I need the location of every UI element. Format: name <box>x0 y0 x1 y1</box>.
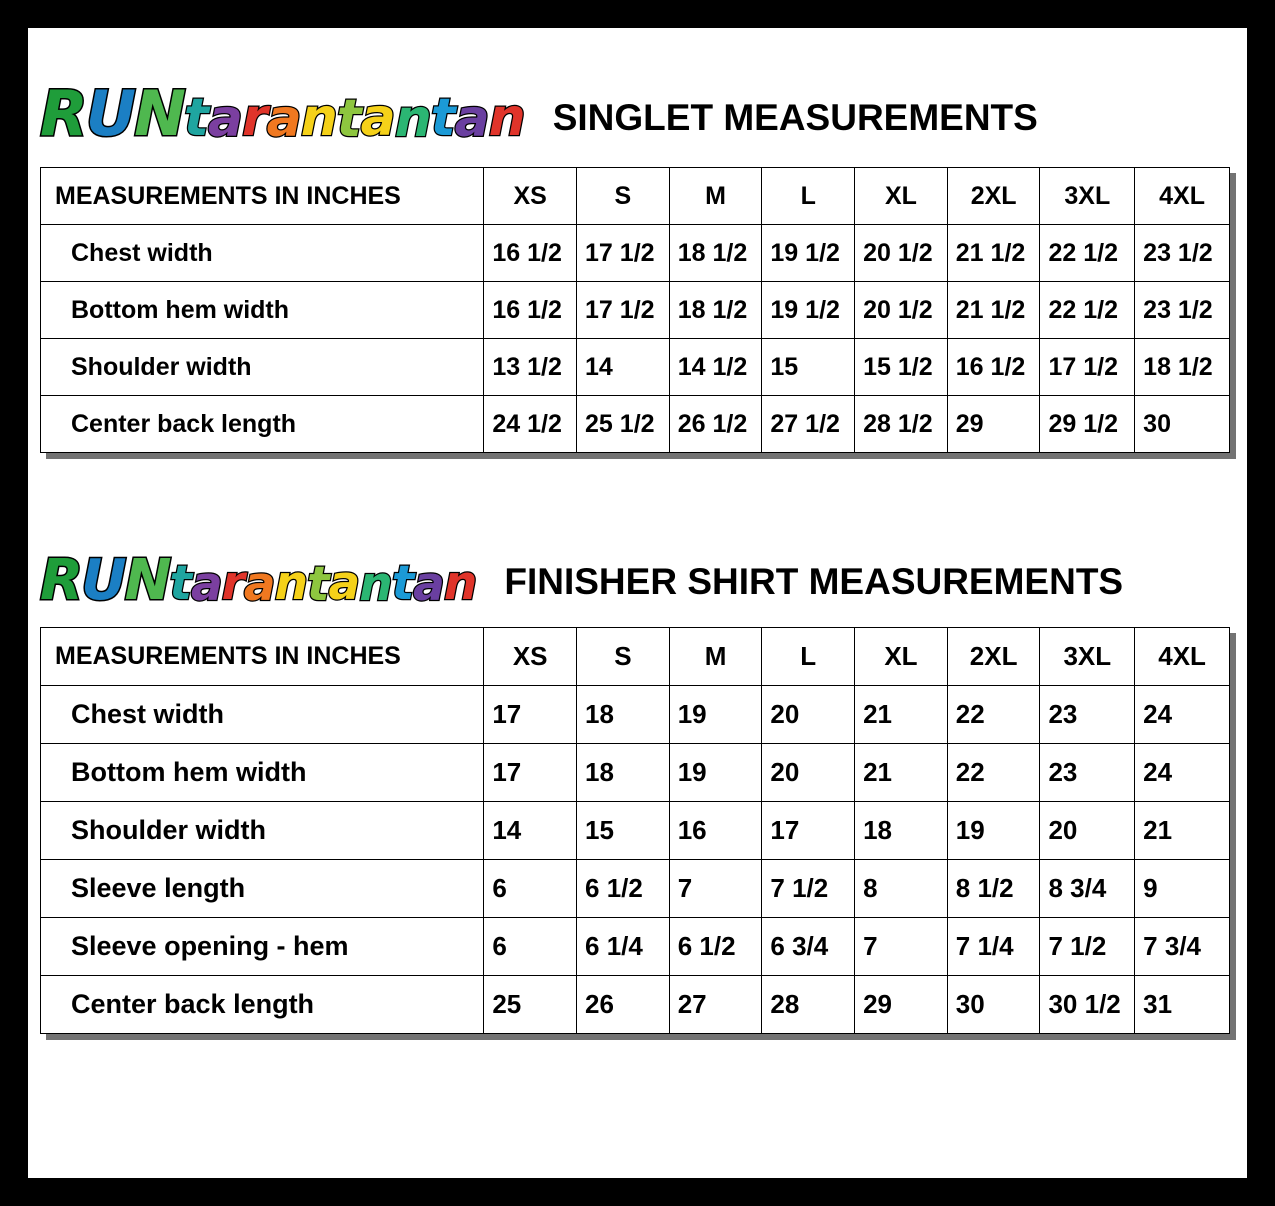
runtarantantan-logo <box>40 548 477 613</box>
row-label: Bottom hem width <box>41 744 484 802</box>
singlet-header-row <box>40 77 1230 150</box>
cell-value: 19 <box>669 744 762 802</box>
cell-value: 24 <box>1135 686 1230 744</box>
table-row <box>41 918 1230 976</box>
row-label: Sleeve opening - hem <box>41 918 484 976</box>
logo-text-run: RUN <box>40 548 170 613</box>
cell-value: 30 <box>1135 396 1230 453</box>
size-header-4xl: 4XL <box>1135 168 1230 225</box>
size-header-3xl: 3XL <box>1040 168 1135 225</box>
cell-value: 18 1/2 <box>669 282 762 339</box>
cell-value: 22 <box>947 744 1040 802</box>
singlet-section <box>40 77 1230 458</box>
cell-value: 20 1/2 <box>855 225 948 282</box>
cell-value: 21 <box>855 744 948 802</box>
row-label: Chest width <box>41 686 484 744</box>
table-row <box>41 339 1230 396</box>
table-row <box>41 976 1230 1034</box>
cell-value: 24 1/2 <box>484 396 577 453</box>
finisher-header-row <box>40 548 1230 613</box>
cell-value: 14 1/2 <box>669 339 762 396</box>
logo-text-tarantantan: tarantantan <box>169 556 477 612</box>
row-label: Center back length <box>41 976 484 1034</box>
size-header-s: S <box>577 168 670 225</box>
cell-value: 30 1/2 <box>1040 976 1135 1034</box>
cell-value: 21 <box>1135 802 1230 860</box>
cell-value: 14 <box>484 802 577 860</box>
cell-value: 19 <box>947 802 1040 860</box>
cell-value: 15 <box>577 802 670 860</box>
size-header-xs: XS <box>484 628 577 686</box>
finisher-title: FINISHER SHIRT MEASUREMENTS <box>504 561 1124 602</box>
cell-value: 18 <box>577 686 670 744</box>
cell-value: 21 1/2 <box>947 225 1040 282</box>
cell-value: 22 1/2 <box>1040 282 1135 339</box>
cell-value: 6 1/2 <box>577 860 670 918</box>
size-header-xs: XS <box>484 168 577 225</box>
cell-value: 13 1/2 <box>484 339 577 396</box>
cell-value: 29 <box>855 976 948 1034</box>
cell-value: 28 <box>762 976 855 1034</box>
table-row <box>41 686 1230 744</box>
cell-value: 6 1/2 <box>669 918 762 976</box>
singlet-table <box>40 167 1230 453</box>
cell-value: 8 1/2 <box>947 860 1040 918</box>
cell-value: 17 <box>762 802 855 860</box>
table-row <box>41 282 1230 339</box>
finisher-section <box>40 548 1230 1039</box>
cell-value: 7 1/2 <box>1040 918 1135 976</box>
runtarantantan-logo <box>40 77 525 150</box>
cell-value: 14 <box>577 339 670 396</box>
cell-value: 30 <box>947 976 1040 1034</box>
cell-value: 16 1/2 <box>484 225 577 282</box>
cell-value: 15 1/2 <box>855 339 948 396</box>
size-header-xl: XL <box>855 168 948 225</box>
cell-value: 7 3/4 <box>1135 918 1230 976</box>
cell-value: 21 1/2 <box>947 282 1040 339</box>
table-row <box>41 860 1230 918</box>
logo-text-run: RUN <box>40 77 184 150</box>
cell-value: 17 <box>484 744 577 802</box>
cell-value: 20 <box>762 686 855 744</box>
cell-value: 25 1/2 <box>577 396 670 453</box>
corner-header: MEASUREMENTS IN INCHES <box>41 628 484 686</box>
cell-value: 23 1/2 <box>1135 225 1230 282</box>
cell-value: 19 1/2 <box>762 282 855 339</box>
cell-value: 20 <box>1040 802 1135 860</box>
cell-value: 15 <box>762 339 855 396</box>
cell-value: 18 <box>855 802 948 860</box>
cell-value: 23 1/2 <box>1135 282 1230 339</box>
cell-value: 18 1/2 <box>1135 339 1230 396</box>
singlet-title: SINGLET MEASUREMENTS <box>552 97 1038 138</box>
cell-value: 20 1/2 <box>855 282 948 339</box>
cell-value: 17 1/2 <box>577 282 670 339</box>
cell-value: 27 <box>669 976 762 1034</box>
finisher-table <box>40 627 1230 1034</box>
cell-value: 17 1/2 <box>577 225 670 282</box>
cell-value: 8 <box>855 860 948 918</box>
cell-value: 18 1/2 <box>669 225 762 282</box>
size-header-s: S <box>577 628 670 686</box>
cell-value: 25 <box>484 976 577 1034</box>
size-header-xl: XL <box>855 628 948 686</box>
cell-value: 6 <box>484 860 577 918</box>
size-header-3xl: 3XL <box>1040 628 1135 686</box>
cell-value: 26 <box>577 976 670 1034</box>
cell-value: 29 1/2 <box>1040 396 1135 453</box>
size-header-2xl: 2XL <box>947 168 1040 225</box>
document-page <box>28 28 1247 1178</box>
cell-value: 26 1/2 <box>669 396 762 453</box>
row-label: Sleeve length <box>41 860 484 918</box>
cell-value: 6 3/4 <box>762 918 855 976</box>
cell-value: 28 1/2 <box>855 396 948 453</box>
table-row <box>41 225 1230 282</box>
table-header-row <box>41 168 1230 225</box>
size-header-4xl: 4XL <box>1135 628 1230 686</box>
table-header-row <box>41 628 1230 686</box>
singlet-measurements-table <box>40 167 1230 453</box>
cell-value: 16 <box>669 802 762 860</box>
cell-value: 9 <box>1135 860 1230 918</box>
row-label: Center back length <box>41 396 484 453</box>
cell-value: 16 1/2 <box>484 282 577 339</box>
size-header-m: M <box>669 628 762 686</box>
cell-value: 20 <box>762 744 855 802</box>
cell-value: 6 <box>484 918 577 976</box>
cell-value: 22 1/2 <box>1040 225 1135 282</box>
cell-value: 19 1/2 <box>762 225 855 282</box>
cell-value: 8 3/4 <box>1040 860 1135 918</box>
cell-value: 22 <box>947 686 1040 744</box>
table-row <box>41 744 1230 802</box>
cell-value: 24 <box>1135 744 1230 802</box>
row-label: Shoulder width <box>41 802 484 860</box>
cell-value: 23 <box>1040 686 1135 744</box>
row-label: Chest width <box>41 225 484 282</box>
cell-value: 17 <box>484 686 577 744</box>
size-header-l: L <box>762 628 855 686</box>
corner-header: MEASUREMENTS IN INCHES <box>41 168 484 225</box>
row-label: Shoulder width <box>41 339 484 396</box>
cell-value: 7 1/2 <box>762 860 855 918</box>
cell-value: 27 1/2 <box>762 396 855 453</box>
cell-value: 21 <box>855 686 948 744</box>
cell-value: 16 1/2 <box>947 339 1040 396</box>
cell-value: 7 1/4 <box>947 918 1040 976</box>
logo-text-tarantantan: tarantantan <box>184 88 525 149</box>
cell-value: 18 <box>577 744 670 802</box>
cell-value: 29 <box>947 396 1040 453</box>
finisher-measurements-table <box>40 627 1230 1034</box>
cell-value: 17 1/2 <box>1040 339 1135 396</box>
size-header-l: L <box>762 168 855 225</box>
row-label: Bottom hem width <box>41 282 484 339</box>
table-row <box>41 802 1230 860</box>
cell-value: 6 1/4 <box>577 918 670 976</box>
cell-value: 31 <box>1135 976 1230 1034</box>
size-header-2xl: 2XL <box>947 628 1040 686</box>
size-header-m: M <box>669 168 762 225</box>
table-row <box>41 396 1230 453</box>
cell-value: 19 <box>669 686 762 744</box>
cell-value: 7 <box>669 860 762 918</box>
cell-value: 23 <box>1040 744 1135 802</box>
cell-value: 7 <box>855 918 948 976</box>
